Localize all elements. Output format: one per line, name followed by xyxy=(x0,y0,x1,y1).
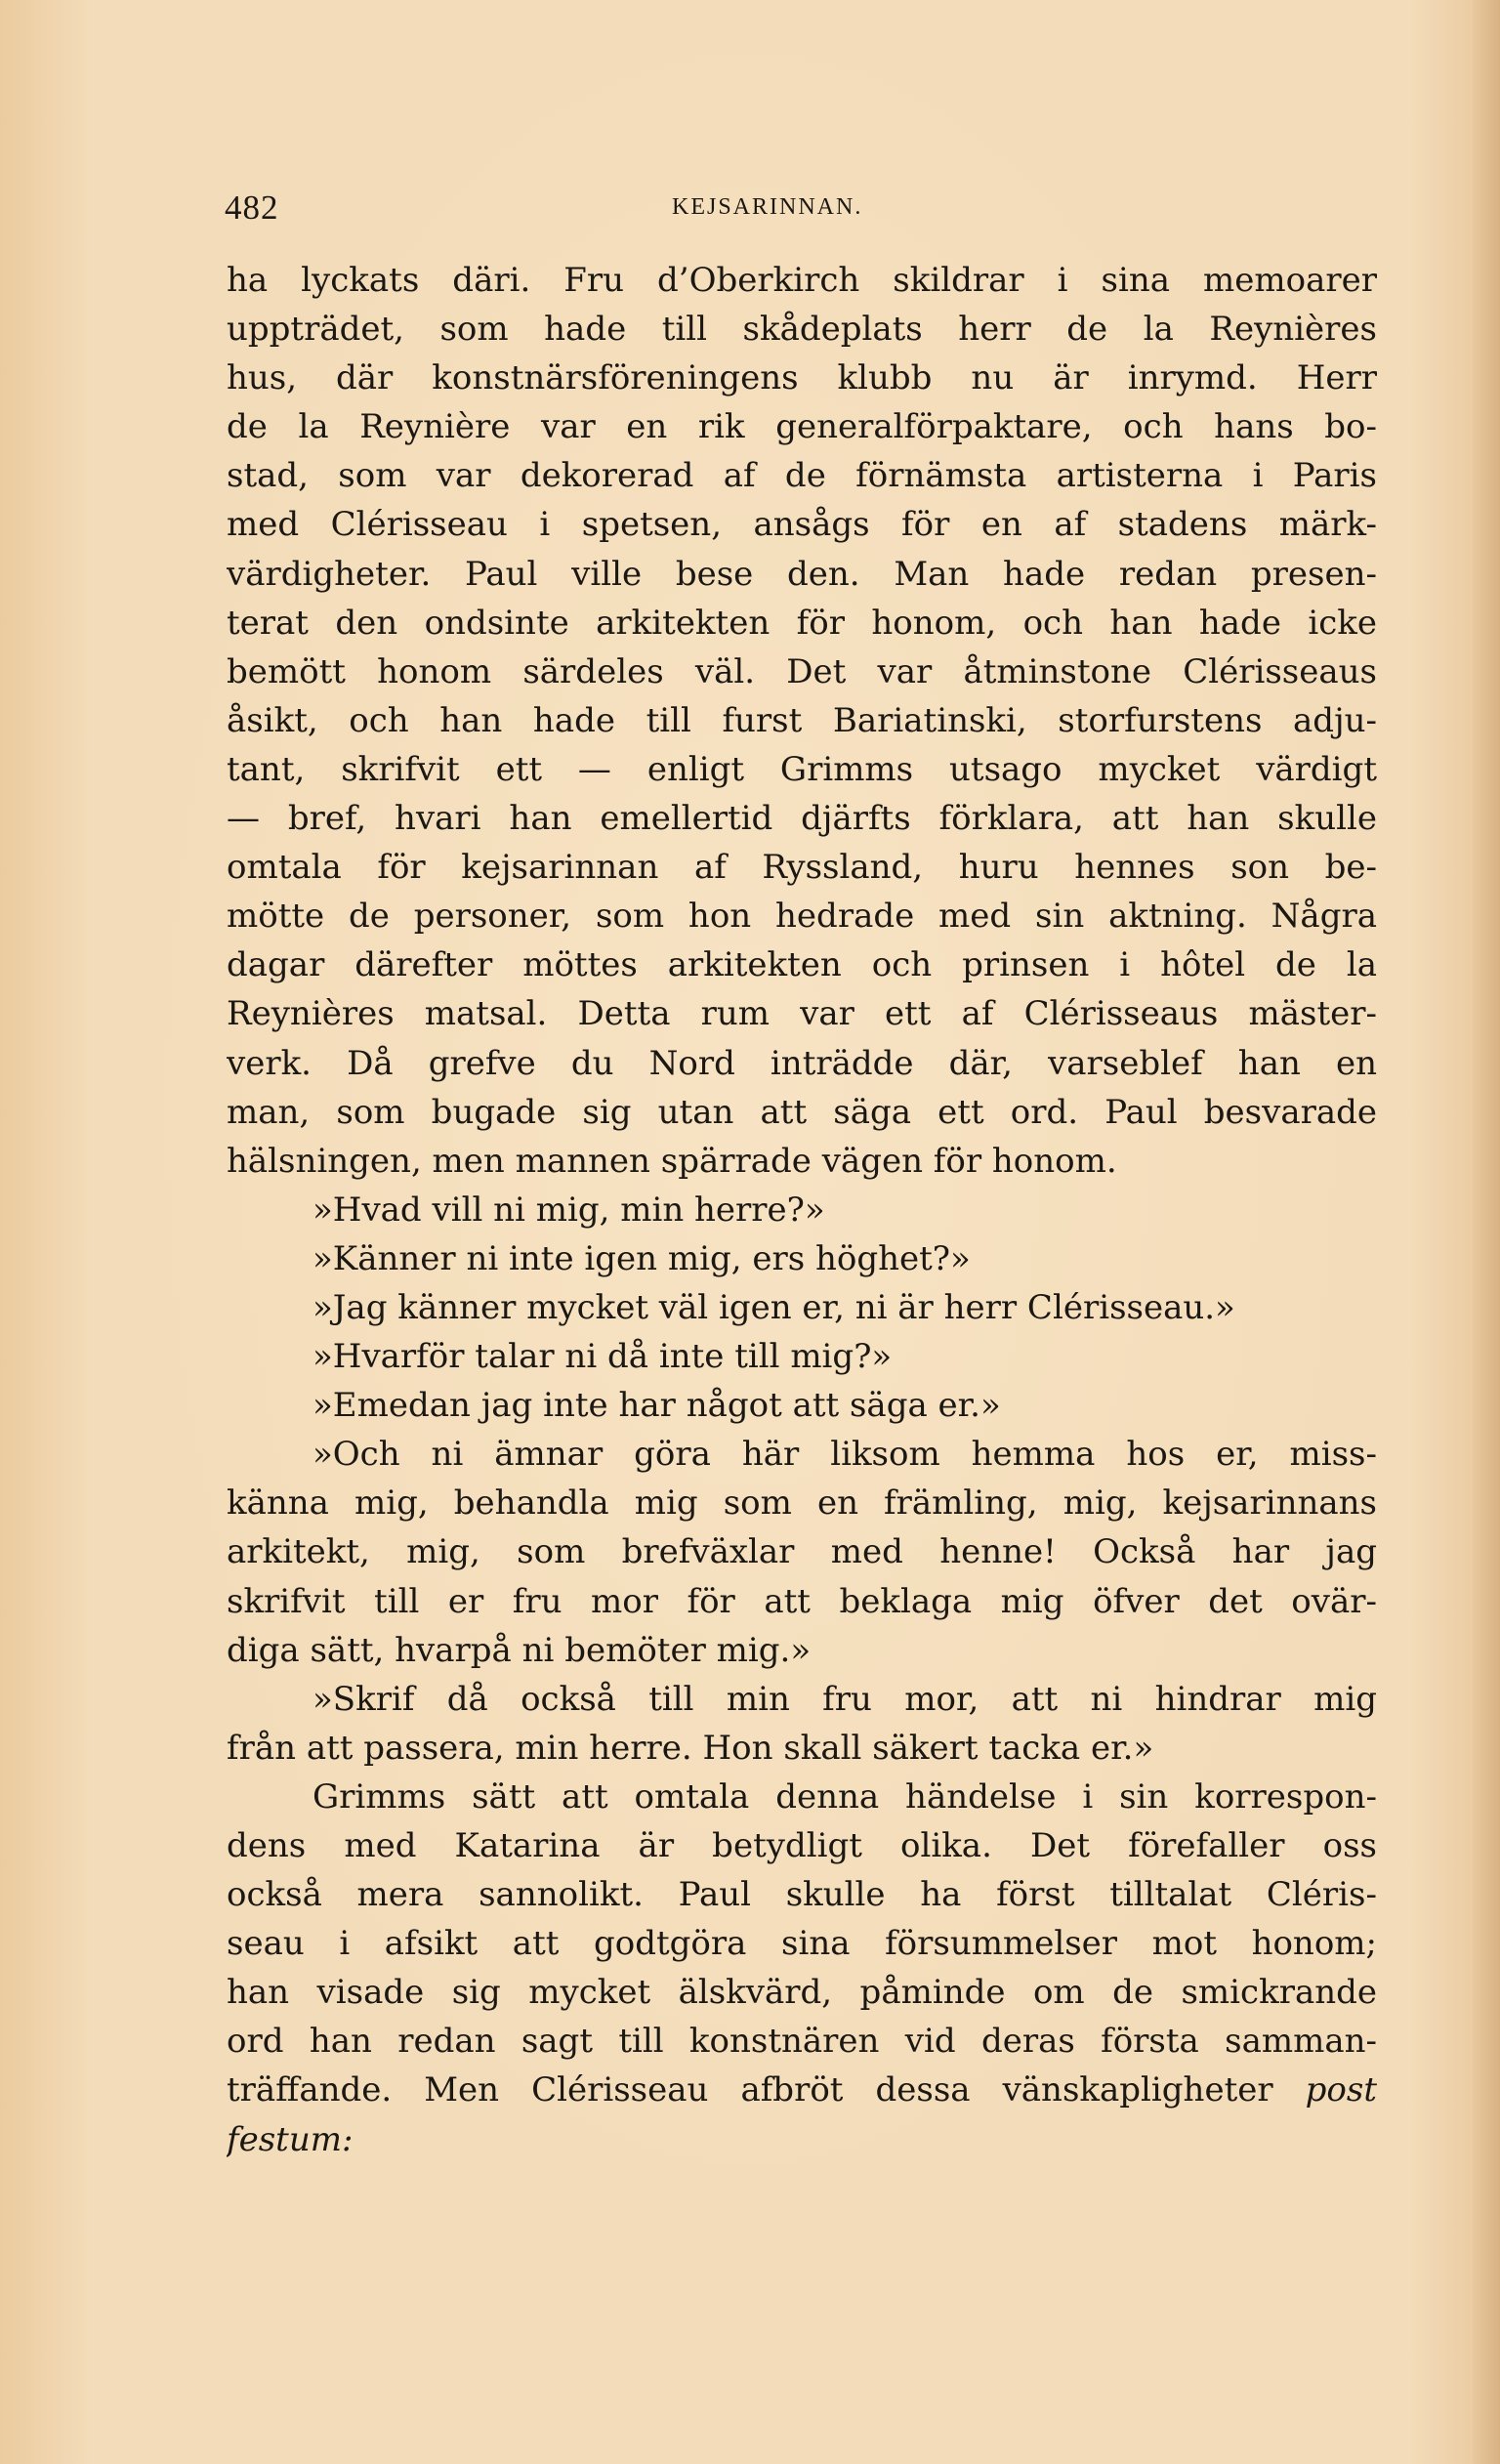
text-line: Reynières matsal. Detta rum var ett af Clérisseaus mäster- xyxy=(227,994,1377,1034)
body-text xyxy=(227,256,1377,2164)
page-number: 482 xyxy=(225,188,279,227)
text-line: hus, där konstnärsföreningens klubb nu är inrymd. Herr xyxy=(227,358,1377,398)
text-line: han visade sig mycket älskvärd, påminde om de smickrande xyxy=(227,1973,1377,2013)
text-line: ord han redan sagt till konstnären vid deras första samman- xyxy=(227,2022,1377,2062)
text-line: omtala för kejsarinnan af Ryssland, huru hennes son be- xyxy=(227,848,1377,888)
text-line: verk. Då grefve du Nord inträdde där, varseblef han en xyxy=(227,1043,1377,1083)
text-line: mötte de personer, som hon hedrade med sin aktning. Några xyxy=(227,897,1377,937)
page-header xyxy=(0,188,1500,233)
dialogue-line: »Skrif då också till min fru mor, att ni hindrar mig xyxy=(312,1679,1377,1719)
page-edge-shadow xyxy=(1473,0,1500,2464)
text-line: stad, som var dekorerad af de förnämsta artisterna i Paris xyxy=(227,456,1377,496)
dialogue-line: »Hvad vill ni mig, min herre?» xyxy=(312,1190,825,1230)
dialogue-line: »Hvarför talar ni då inte till mig?» xyxy=(312,1337,893,1377)
text-line: ha lyckats däri. Fru d’Oberkirch skildrar i sina memoarer xyxy=(227,261,1377,300)
text-line-content: träffande. Men Clérisseau afbröt dessa vänskapligheter xyxy=(227,2070,1273,2110)
text-line: uppträdet, som hade till skådeplats herr de la Reynières xyxy=(227,310,1377,350)
text-line: från att passera, min herre. Hon skall säkert tacka er.» xyxy=(227,1728,1154,1768)
text-line: värdigheter. Paul ville bese den. Man hade redan presen- xyxy=(227,554,1377,594)
text-line: man, som bugade sig utan att säga ett ord. Paul besvarade xyxy=(227,1092,1377,1132)
dialogue-line: »Emedan jag inte har något att säga er.» xyxy=(312,1386,1001,1426)
text-line: tant, skrifvit ett — enligt Grimms utsago mycket värdigt xyxy=(227,749,1377,789)
dialogue-line: »Jag känner mycket väl igen er, ni är herr Clérisseau.» xyxy=(312,1287,1235,1327)
text-line: terat den ondsinte arkitekten för honom, och han hade icke xyxy=(227,603,1377,643)
text-line: seau i afsikt att godtgöra sina försummelser mot honom; xyxy=(227,1924,1377,1964)
text-line: dens med Katarina är betydligt olika. Det förefaller oss xyxy=(227,1826,1377,1865)
text-line xyxy=(227,2066,1377,2114)
text-line: åsikt, och han hade till furst Bariatinski, storfurstens adju- xyxy=(227,700,1377,740)
italic-phrase: festum: xyxy=(227,2119,354,2159)
dialogue-line: »Känner ni inte igen mig, ers höghet?» xyxy=(312,1238,971,1278)
text-line: skrifvit till er fru mor för att beklaga mig öfver det ovär- xyxy=(227,1581,1377,1621)
text-line: Grimms sätt att omtala denna händelse i sin korrespon- xyxy=(312,1776,1377,1817)
text-line: bemött honom särdeles väl. Det var åtminstone Clérisseaus xyxy=(227,651,1377,691)
italic-phrase: post xyxy=(1305,2070,1377,2110)
dialogue-line: »Och ni ämnar göra här liksom hemma hos er, miss- xyxy=(312,1435,1377,1475)
text-line: arkitekt, mig, som brefväxlar med henne! Också har jag xyxy=(227,1532,1377,1572)
text-line: känna mig, behandla mig som en främling, mig, kejsarinnans xyxy=(227,1483,1377,1524)
text-line: diga sätt, hvarpå ni bemöter mig.» xyxy=(227,1630,812,1670)
text-line: — bref, hvari han emellertid djärfts förklara, att han skulle xyxy=(227,799,1377,839)
text-line: också mera sannolikt. Paul skulle ha först tilltalat Cléris- xyxy=(227,1875,1377,1915)
text-line: med Clérisseau i spetsen, ansågs för en af stadens märk- xyxy=(227,505,1377,545)
running-title: KEJSARINNAN. xyxy=(672,194,863,220)
text-line: dagar därefter möttes arkitekten och prinsen i hôtel de la xyxy=(227,945,1377,985)
text-line: de la Reynière var en rik generalförpaktare, och hans bo- xyxy=(227,407,1377,447)
text-line: hälsningen, men mannen spärrade vägen för honom. xyxy=(227,1141,1117,1181)
